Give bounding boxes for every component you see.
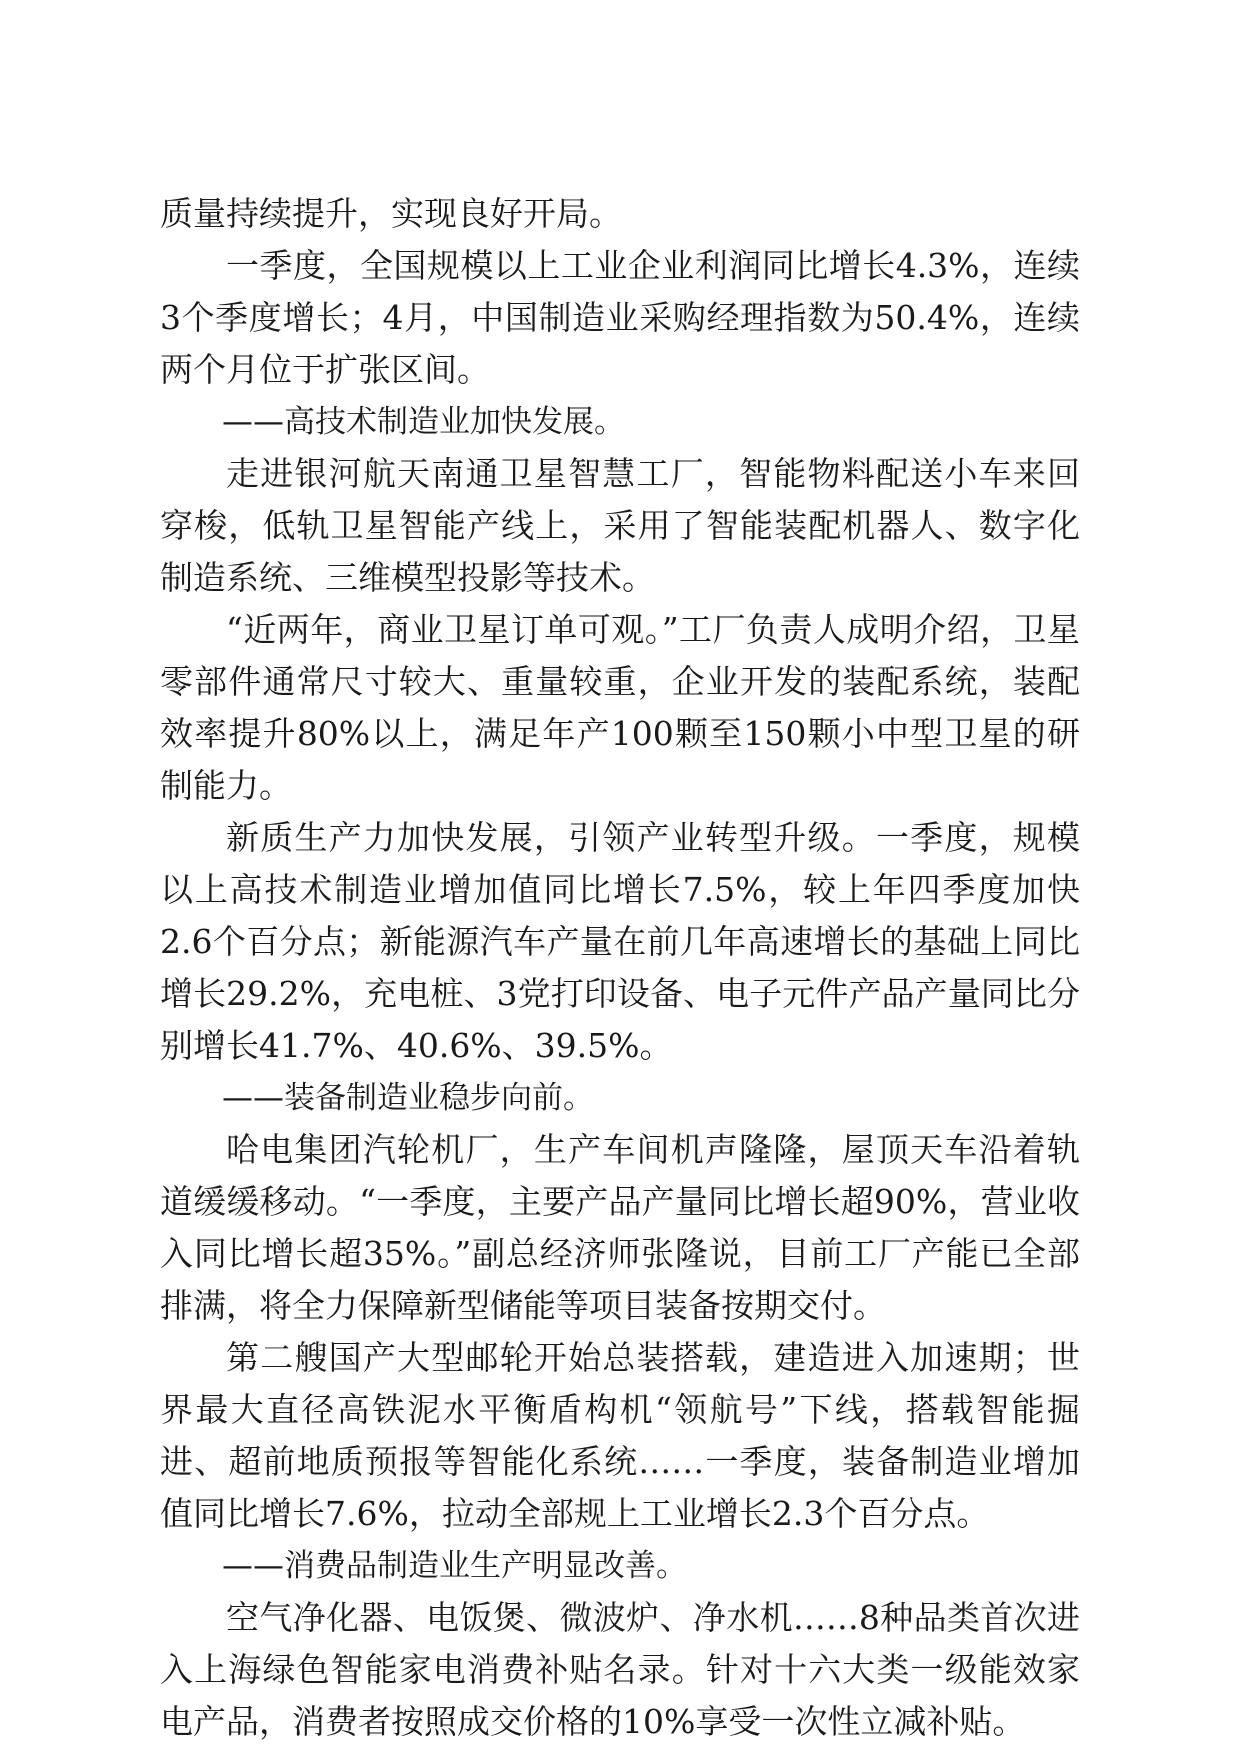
section-heading-consumer-goods: ——消费品制造业生产明显改善。 [222, 1548, 687, 1584]
paragraph-new-productivity: 新质生产力加快发展，引领产业转型升级。一季度，规模以上高技术制造业增加值同比增长7.5%，较上年四季度加快2.6个百分点；新能源汽车产量在前几年高速增长的基础上同比增长29.2%，充电桩、3党打印设备、电子元件产品产量同比分别增长41.7%、40.6%、39.5%。 [160, 818, 1080, 1065]
document-page [160, 188, 1080, 1748]
section-heading-equipment: ——装备制造业稳步向前。 [222, 1080, 594, 1116]
section-heading-high-tech: ——高技术制造业加快发展。 [222, 404, 625, 440]
paragraph-turbine-factory: 哈电集团汽轮机厂，生产车间机声隆隆，屋顶天车沿着轨道缓缓移动。“一季度，主要产品产量同比增长超90%，营业收入同比增长超35%。”副总经济师张隆说，目前工厂产能已全部排满，将全力保障新型储能等项目装备按期交付。 [160, 1130, 1080, 1325]
paragraph-satellite-factory: 走进银河航天南通卫星智慧工厂，智能物料配送小车来回穿梭，低轨卫星智能产线上，采用了智能装配机器人、数字化制造系统、三维模型投影等技术。 [160, 454, 1080, 597]
continuation-paragraph: 质量持续提升，实现良好开局。 [160, 194, 622, 233]
paragraph-appliance-subsidy: 空气净化器、电饭煲、微波炉、净水机……8种品类首次进入上海绿色智能家电消费补贴名录。针对十六大类一级能效家电产品，消费者按照成交价格的10%享受一次性立减补贴。 [160, 1598, 1080, 1741]
paragraph-profits-pmi: 一季度，全国规模以上工业企业利润同比增长4.3%，连续3个季度增长；4月，中国制造业采购经理指数为50.4%，连续两个月位于扩张区间。 [160, 246, 1080, 389]
paragraph-satellite-orders: “近两年，商业卫星订单可观。”工厂负责人成明介绍，卫星零部件通常尺寸较大、重量较重，企业开发的装配系统，装配效率提升80%以上，满足年产100颗至150颗小中型卫星的研制能力。 [160, 610, 1080, 805]
paragraph-cruise-tbm: 第二艘国产大型邮轮开始总装搭载，建造进入加速期；世界最大直径高铁泥水平衡盾构机“领航号”下线，搭载智能掘进、超前地质预报等智能化系统……一季度，装备制造业增加值同比增长7.6%，拉动全部规上工业增长2.3个百分点。 [160, 1338, 1080, 1533]
